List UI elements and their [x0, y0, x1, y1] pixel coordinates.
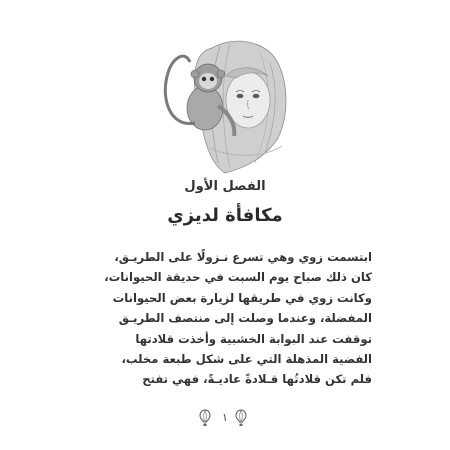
chapter-title: مكافأة لديزي [167, 205, 283, 226]
story-line: توقفت عند البوابة الخشبية وأخذت قلادتها [135, 331, 372, 346]
story-line: كان ذلك صباح يوم السبت في حديقة الحيوانات، [104, 270, 372, 285]
story-text [80, 247, 372, 390]
hot-air-balloon-icon [199, 409, 211, 427]
page-number: ١ [222, 411, 228, 424]
story-line: فلم تكن قلادتُها قـلادةً عاديـةً، فهي تفتح [142, 372, 372, 387]
story-line: المفضلة، وعندما وصلت إلى منتصف الطريـق [118, 311, 372, 326]
story-line: وكانت زوي في طريقها لزيارة بعض الحيوانات [112, 290, 372, 305]
girl-with-monkey-illustration [150, 28, 300, 178]
story-line: الفضية المذهلة التي على شكل طبعة مخلب، [121, 352, 372, 367]
page-footer [0, 409, 450, 433]
hot-air-balloon-icon [235, 409, 247, 427]
story-line: ابتسمت زوي وهي تسرع نـزولًا على الطريـق، [114, 250, 372, 264]
chapter-label: الفصل الأول [184, 179, 266, 194]
